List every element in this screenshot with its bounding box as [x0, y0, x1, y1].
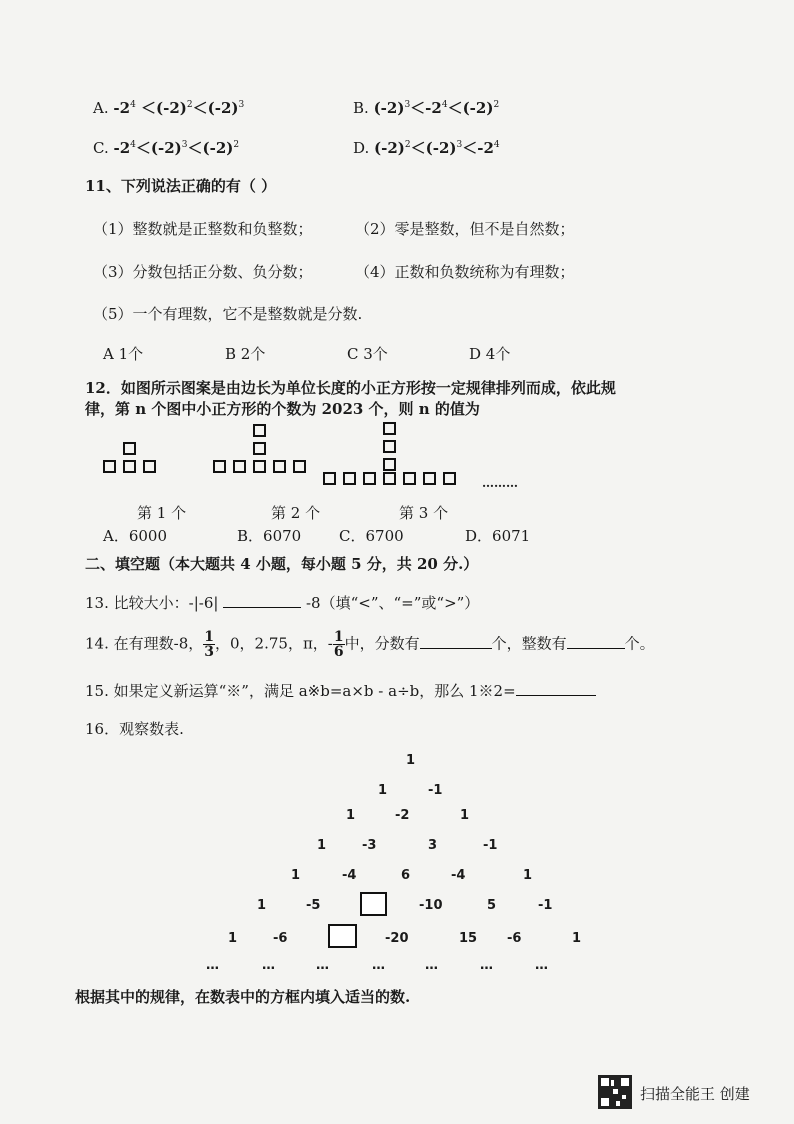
unit-square [383, 422, 396, 435]
triangle-entry: 1 [346, 808, 356, 823]
q11-statement-2: （2）零是整数，但不是自然数； [355, 220, 575, 238]
triangle-entry: -4 [451, 868, 466, 883]
q16-instruction: 根据其中的规律，在数表中的方框内填入适当的数. [75, 988, 411, 1006]
triangle-entry: -1 [483, 838, 498, 853]
qr-code-icon [598, 1075, 632, 1109]
fraction-one-third: $\frac{1}{3}$ [204, 629, 214, 660]
triangle-entry: -4 [342, 868, 357, 883]
unit-square [403, 472, 416, 485]
answer-box-row7[interactable] [328, 924, 357, 948]
q14: 14. 在有理数-8， $\frac{1}{3}$ ，0，2.75，π，- $\frac{1}{6}$ 中，分数有 个，整数有 个。 [85, 629, 655, 660]
triangle-ellipsis: … [425, 958, 438, 973]
triangle-entry: -6 [507, 931, 522, 946]
triangle-ellipsis: … [316, 958, 329, 973]
triangle-ellipsis: … [206, 958, 219, 973]
q12-option-c: C．6700 [339, 527, 404, 545]
q15-answer-blank[interactable] [516, 681, 596, 696]
q13: 13. 比较大小：-|-6| -8（填“<”、“=”或“>”） [85, 594, 480, 612]
triangle-entry: -2 [395, 808, 410, 823]
triangle-entry: 3 [428, 838, 438, 853]
q16-title: 16．观察数表. [85, 720, 184, 738]
unit-square [383, 458, 396, 471]
unit-square [253, 424, 266, 437]
q12-stem-line2: 律，第 n 个图中小正方形的个数为 2023 个，则 n 的值为 [85, 400, 480, 418]
unit-square [213, 460, 226, 473]
unit-square [103, 460, 116, 473]
q11-statement-1: （1）整数就是正整数和负整数； [93, 220, 313, 238]
q11-option-c: C 3个 [347, 345, 388, 363]
triangle-entry: -20 [385, 931, 409, 946]
unit-square [383, 440, 396, 453]
unit-square [343, 472, 356, 485]
q13-answer-blank[interactable] [223, 593, 301, 608]
triangle-entry: 1 [406, 753, 416, 768]
q10-option-c: C. $-2^4<(-2)^3<(-2)^2$ [93, 139, 240, 157]
unit-square [253, 460, 266, 473]
triangle-entry: 1 [460, 808, 470, 823]
triangle-ellipsis: … [535, 958, 548, 973]
triangle-ellipsis: … [262, 958, 275, 973]
figure-label-3: 第 3 个 [399, 504, 449, 522]
q11-option-b: B 2个 [225, 345, 266, 363]
triangle-entry: 1 [228, 931, 238, 946]
unit-square [293, 460, 306, 473]
q10-option-b: B. $(-2)^3<-2^4<(-2)^2$ [353, 99, 500, 117]
pattern-continuation-dots: ……… [482, 476, 518, 490]
q14-fraction-count-blank[interactable] [420, 634, 492, 649]
q11-statement-4: （4）正数和负数统称为有理数； [355, 263, 575, 281]
triangle-entry: 1 [572, 931, 582, 946]
q10-option-a: A. $-2^4 <(-2)^2<(-2)^3$ [93, 99, 245, 117]
triangle-ellipsis: … [480, 958, 493, 973]
triangle-entry: 1 [317, 838, 327, 853]
figure-label-2: 第 2 个 [271, 504, 321, 522]
unit-square [123, 442, 136, 455]
unit-square [423, 472, 436, 485]
q11-option-a: A 1个 [103, 345, 144, 363]
q12-option-d: D．6071 [465, 527, 531, 545]
q12-stem-line1: 12．如图所示图案是由边长为单位长度的小正方形按一定规律排列而成，依此规 [85, 379, 616, 397]
section-title: 二、填空题（本大题共 4 小题，每小题 5 分，共 20 分.） [85, 555, 479, 573]
triangle-entry: -1 [428, 783, 443, 798]
triangle-entry: 1 [257, 898, 267, 913]
triangle-ellipsis: … [372, 958, 385, 973]
unit-square [443, 472, 456, 485]
figure-label-1: 第 1 个 [137, 504, 187, 522]
unit-square [233, 460, 246, 473]
unit-square [123, 460, 136, 473]
q11-statement-3: （3）分数包括正分数、负分数； [93, 263, 313, 281]
triangle-entry: -1 [538, 898, 553, 913]
unit-square [383, 472, 396, 485]
unit-square [273, 460, 286, 473]
q11-stem: 11、下列说法正确的有（ ） [85, 177, 277, 195]
q11-statement-5: （5）一个有理数，它不是整数就是分数. [93, 305, 363, 323]
q15: 15. 如果定义新运算“※”，满足 a※b=a×b - a÷b，那么 1※2= [85, 680, 596, 701]
triangle-entry: -6 [273, 931, 288, 946]
triangle-entry: -10 [419, 898, 443, 913]
triangle-entry: 6 [401, 868, 411, 883]
triangle-entry: 1 [523, 868, 533, 883]
unit-square [253, 442, 266, 455]
scanner-brand-label: 扫描全能王 创建 [640, 1085, 750, 1103]
triangle-entry: 1 [378, 783, 388, 798]
unit-square [323, 472, 336, 485]
triangle-entry: 1 [291, 868, 301, 883]
unit-square [363, 472, 376, 485]
triangle-entry: 15 [459, 931, 478, 946]
fraction-one-sixth: $\frac{1}{6}$ [333, 629, 344, 660]
triangle-entry: -3 [362, 838, 377, 853]
q11-option-d: D 4个 [469, 345, 511, 363]
answer-box-row6[interactable] [360, 892, 387, 916]
triangle-entry: 5 [487, 898, 497, 913]
unit-square [143, 460, 156, 473]
q12-option-b: B．6070 [237, 527, 302, 545]
q14-integer-count-blank[interactable] [567, 634, 625, 649]
q12-option-a: A．6000 [103, 527, 168, 545]
q10-option-d: D. $(-2)^2<(-2)^3<-2^4$ [353, 139, 500, 157]
triangle-entry: -5 [306, 898, 321, 913]
